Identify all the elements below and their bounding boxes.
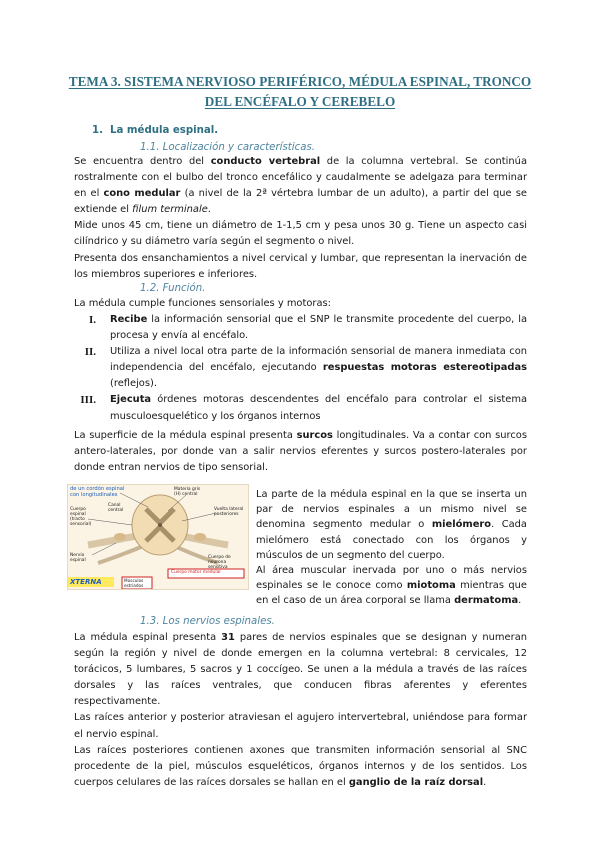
text-run: mientras que en el caso de un área corporal se llama bbox=[256, 580, 527, 607]
text-run: Las raíces posteriores contienen axones que transmiten información sensorial al SNC procedente de la piel, músculos esqueléticos, órganos internos y de los sentidos. Los cuerpos celulares de las raíces dorsales se hallan en el bbox=[74, 744, 527, 788]
list-marker: I. bbox=[88, 314, 96, 326]
subsection-heading-1-3: 1.3. Los nervios espinales. bbox=[140, 616, 275, 627]
paragraph: Las raíces anterior y posterior atraviesan el agujero intervertebral, uniéndose para formar el nervio espinal. bbox=[74, 712, 527, 740]
figure-label-nervio: Nervio espinal bbox=[70, 553, 86, 563]
paragraph bbox=[256, 487, 527, 563]
text-run: Utiliza a nivel local otra parte de la información sensorial de manera inmediata con independencia del encéfalo, ejecutando bbox=[110, 346, 527, 374]
list-item bbox=[74, 392, 527, 424]
figure-label-materia-gris: Materia gris (H) central bbox=[174, 487, 201, 497]
text-run: La parte de la médula espinal en la que se inserta un par de nervios espinales a un mismo nivel se denomina segmento medular o bbox=[256, 489, 527, 531]
mielomero-text bbox=[256, 487, 527, 609]
bold-term: Recibe bbox=[110, 314, 148, 325]
paragraph bbox=[74, 154, 527, 218]
paragraph bbox=[74, 743, 527, 791]
paragraph: Presenta dos ensanchamientos a nivel cervical y lumbar, que representan la inervación de los miembros superiores e inferiores. bbox=[74, 252, 527, 280]
bold-term: surcos bbox=[296, 430, 333, 441]
title-line-2: DEL ENCÉFALO Y CEREBELO bbox=[204, 94, 396, 109]
section-heading bbox=[92, 125, 218, 136]
text-run: La superficie de la médula espinal presenta bbox=[74, 430, 297, 441]
italic-term: filum terminale bbox=[132, 204, 208, 216]
text-run: de la columna vertebral. Se continúa rostralmente con el bulbo del tronco encefálico y caudalmente se adelgaza para terminar en el bbox=[74, 156, 527, 200]
list-marker: II. bbox=[84, 346, 96, 359]
text-run: pares de nervios espinales que se designan y numeran según la región y nivel de donde emergen en la columna vertebral: 8 cervicales, 12 torácicos, 5 lumbares, 5 sacros y 1 coccígeo. Se unen a la médula a través de las raíces dorsales y las raíces ventrales, que conducen fibras aferentes y eferentes respectivamente. bbox=[74, 632, 527, 708]
figure-label-vuelta: Vuelta lateral posteriores bbox=[214, 507, 244, 517]
text-run: . bbox=[518, 595, 522, 607]
function-list bbox=[74, 312, 527, 425]
page-title bbox=[60, 72, 540, 112]
text-run: la información sensorial que el SNP le transmite procedente del cuerpo, la procesa y envía al encéfalo. bbox=[110, 314, 527, 342]
figure-label-cuerpo-sensitivo: Cuerpo de neurona sensitiva bbox=[208, 555, 231, 570]
section-1-3-body bbox=[74, 630, 527, 791]
text-run: longitudinales. Va a contar con surcos antero-laterales, por donde van a salir nervios eferentes y surcos postero-laterales por donde entran nervios de tipo sensorial. bbox=[74, 430, 527, 474]
section-1-1-body bbox=[74, 154, 527, 283]
text-run: . Cada mielómero está conectado con los órganos y músculos de un segmento del cuerpo. bbox=[256, 519, 527, 561]
paragraph bbox=[256, 563, 527, 609]
bold-term: cono medular bbox=[103, 188, 181, 200]
text-run: Se encuentra dentro del bbox=[74, 156, 211, 167]
text-run: . bbox=[483, 776, 487, 788]
bold-term: mielómero bbox=[431, 519, 492, 531]
figure-label-canal: Canal central bbox=[108, 503, 124, 513]
text-run: Al área muscular inervada por uno o más nervios espinales se le conoce como bbox=[256, 565, 527, 592]
title-line-1: TEMA 3. SISTEMA NERVIOSO PERIFÉRICO, MÉDULA ESPINAL, TRONCO bbox=[68, 74, 532, 89]
text-run: (reflejos). bbox=[110, 378, 157, 390]
bold-term: dermatoma bbox=[454, 595, 519, 607]
figure-label-musculos: Músculos estriados bbox=[124, 578, 144, 588]
figure-label-title: de un cordón espinal con longitudinales bbox=[70, 486, 125, 498]
subsection-heading-1-2: 1.2. Función. bbox=[140, 283, 206, 294]
list-marker: III. bbox=[80, 394, 96, 407]
subsection-heading-1-1: 1.1. Localización y características. bbox=[140, 142, 315, 153]
text-run: órdenes motoras descendentes del encéfalo para controlar el sistema musculoesquelético y los órganos internos bbox=[110, 394, 527, 422]
list-item bbox=[74, 344, 527, 392]
surface-paragraph bbox=[74, 428, 527, 476]
figure-label-cuerpo-motor: Cuerpo motor medular bbox=[171, 570, 222, 575]
bold-term: respuestas motoras estereotipadas bbox=[322, 362, 527, 374]
list-item bbox=[74, 312, 527, 344]
bold-term: miotoma bbox=[406, 580, 456, 592]
text-run: La médula espinal presenta bbox=[74, 632, 222, 643]
bold-term: ganglio de la raíz dorsal bbox=[348, 776, 484, 788]
paragraph bbox=[74, 630, 527, 710]
figure-label-externa: XTERNA bbox=[70, 578, 102, 586]
section-number: 1. bbox=[92, 125, 103, 136]
paragraph: Mide unos 45 cm, tiene un diámetro de 1-1,5 cm y pesa unos 30 g. Tiene un aspecto casi cilíndrico y su diámetro varía según el segmento o nivel. bbox=[74, 220, 527, 248]
text-run: . bbox=[207, 204, 211, 216]
figure-label-cuerpo: Cuerpo espinal (tracto sensorial) bbox=[70, 507, 92, 527]
spinal-cord-figure bbox=[67, 484, 249, 590]
function-intro: La médula cumple funciones sensoriales y motoras: bbox=[74, 298, 331, 309]
section-title: La médula espinal. bbox=[110, 125, 219, 136]
bold-term: conducto vertebral bbox=[210, 156, 321, 167]
text-run: (a nivel de la 2ª vértebra lumbar de un adulto), a partir del que se extiende el bbox=[74, 188, 528, 216]
bold-term: 31 bbox=[221, 632, 235, 643]
bold-term: Ejecuta bbox=[110, 394, 152, 406]
